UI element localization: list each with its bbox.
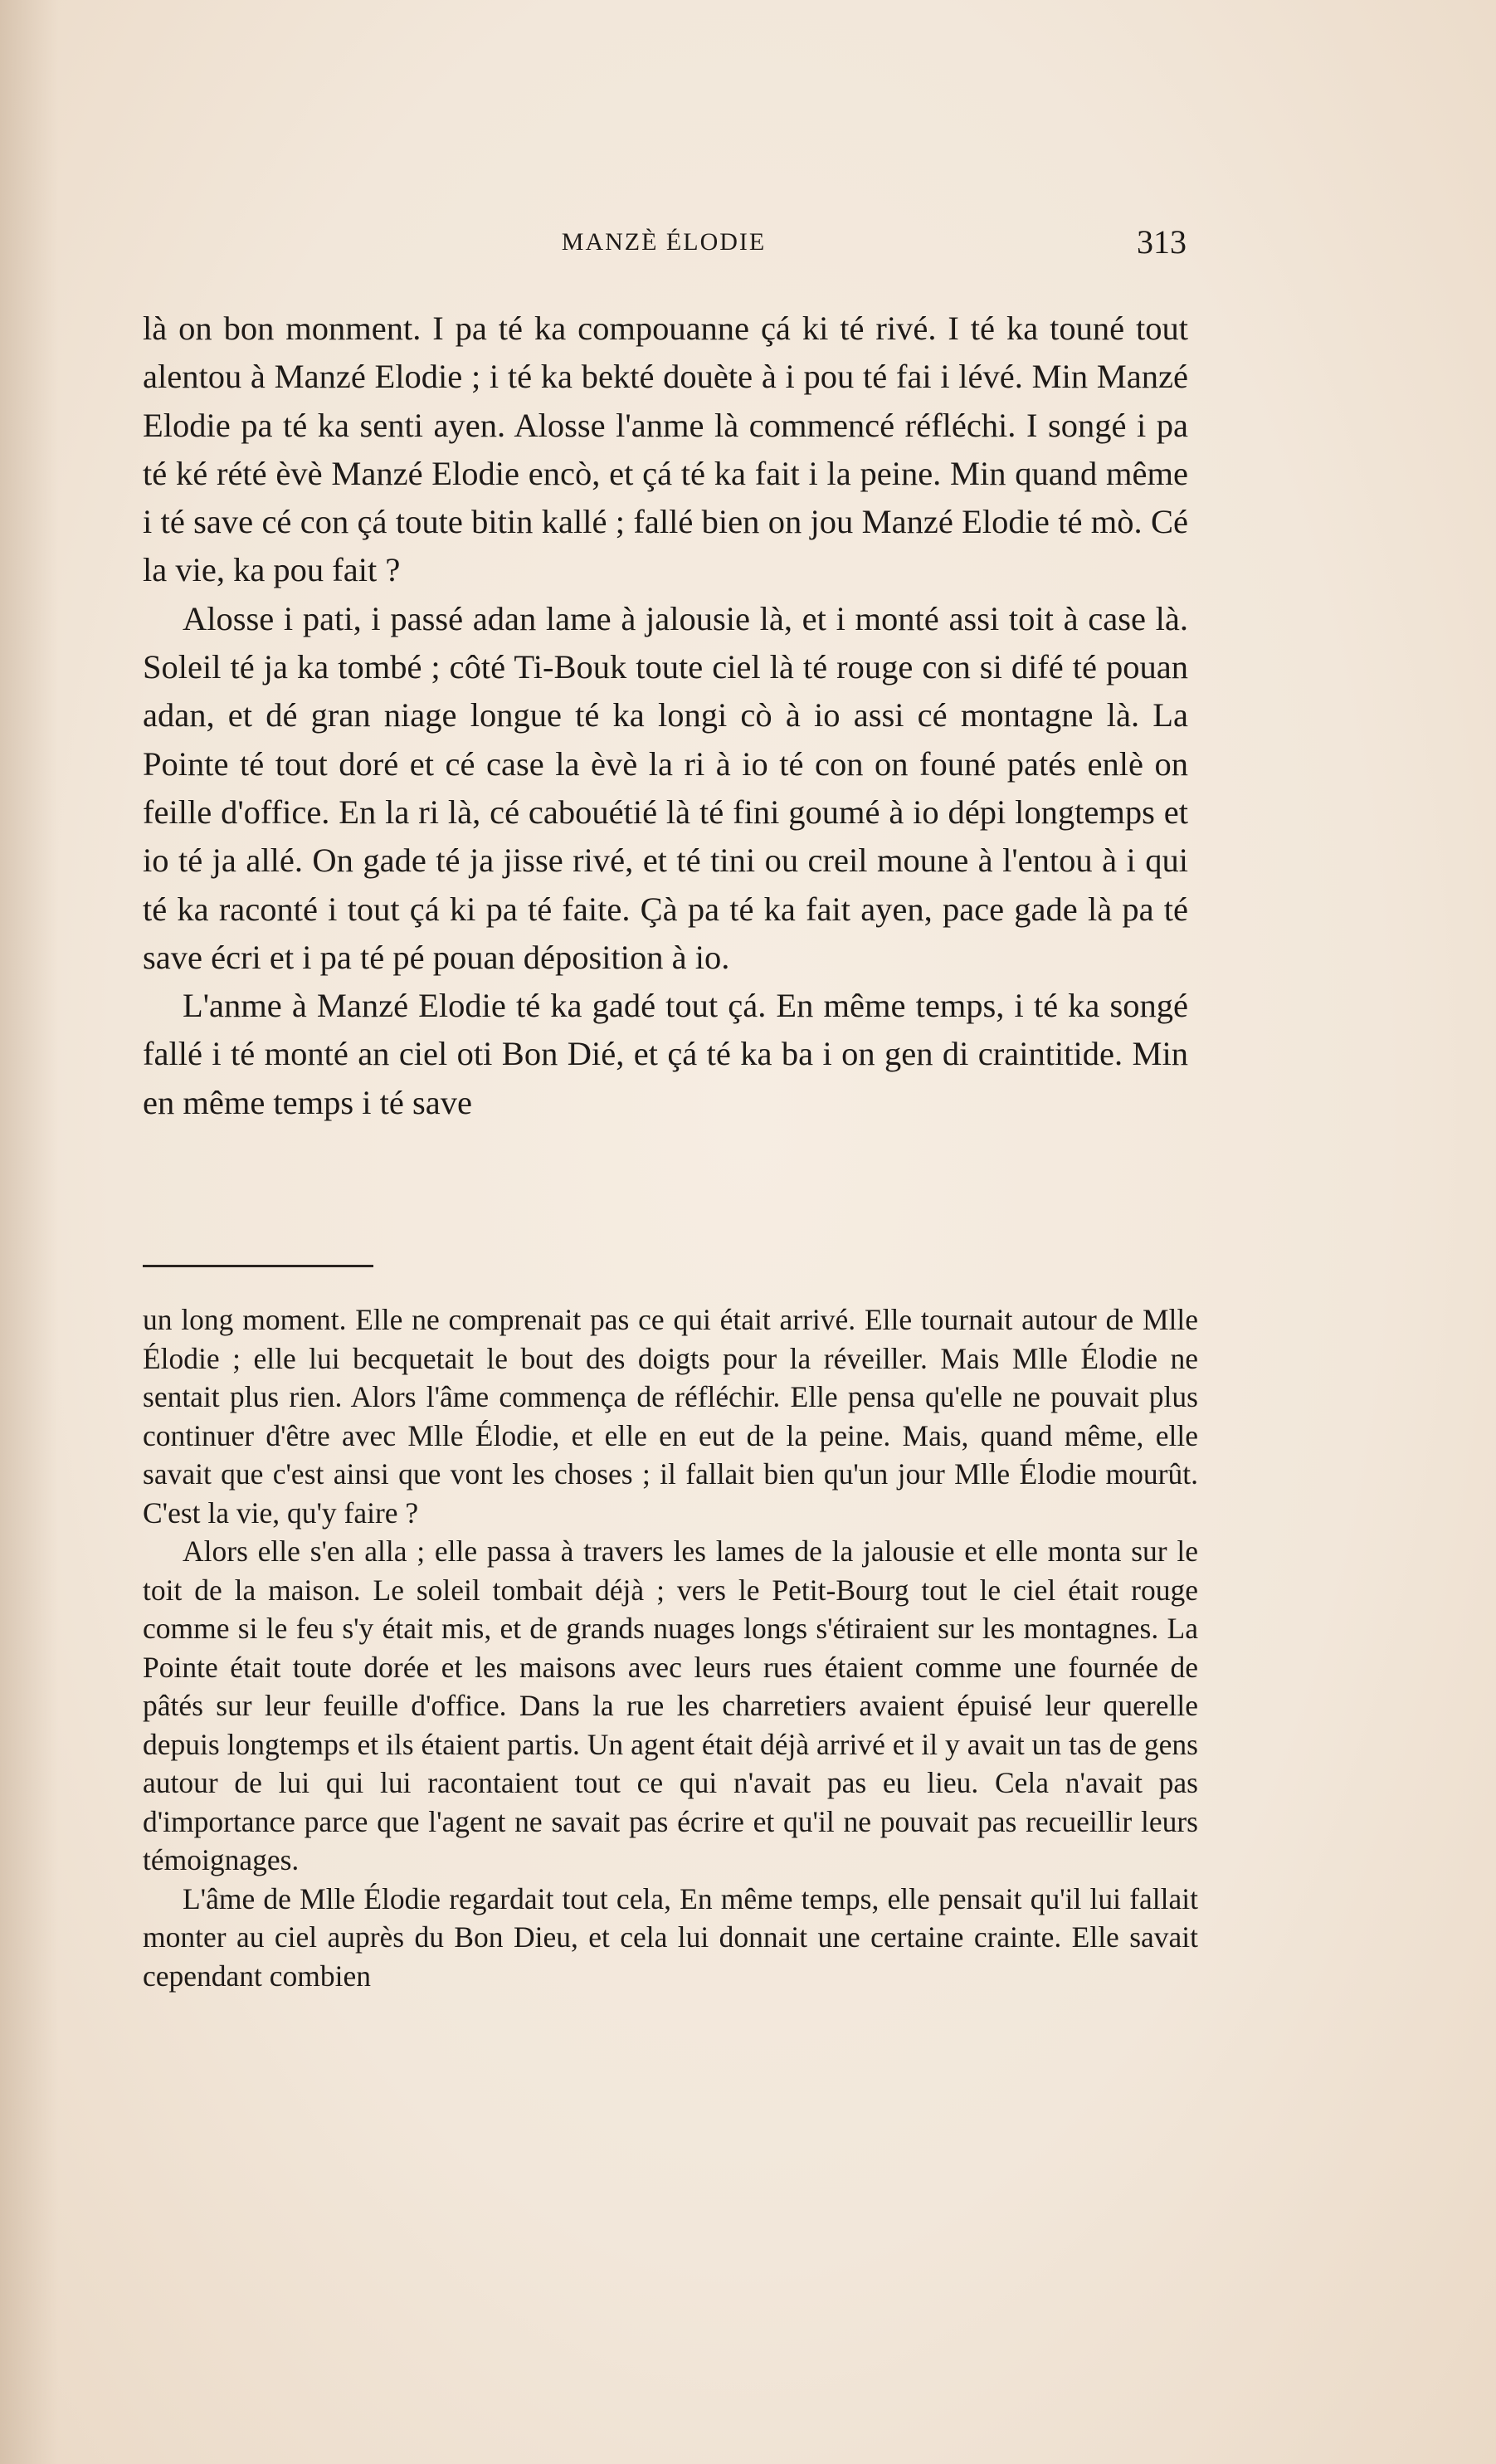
running-head <box>0 217 1496 267</box>
running-title: MANZÈ ÉLODIE <box>561 228 767 256</box>
creole-text-block <box>143 305 1188 1127</box>
footnote-separator-rule <box>143 1265 373 1267</box>
french-paragraph-2: Alors elle s'en alla ; elle passa à travers les lames de la jalousie et elle monta sur le toit de la maison. Le soleil tombait déjà ; vers le Petit-Bourg tout le ciel était rouge comme si le feu s'y était mis, et de grands nuages longs s'étiraient sur les montagnes. La Pointe était toute dorée et les maisons avec leurs rues étaient comme une fournée de pâtés sur leur feuille d'office. Dans la rue les charretiers avaient épuisé leur querelle depuis longtemps et ils étaient partis. Un agent était déjà arrivé et il y avait un tas de gens autour de lui qui lui racontaient tout ce qui n'avait pas eu lieu. Cela n'avait pas d'importance parce que l'agent ne savait pas écrire et qu'il ne pouvait pas recueillir leurs témoignages. <box>143 1535 1198 1876</box>
page-number: 313 <box>1137 223 1187 261</box>
creole-paragraph-1: là on bon monment. I pa té ka compouanne çá ki té rivé. I té ka touné tout alentou à Manzé Elodie ; i té ka bekté douète à i pou té fai i lévé. Min Manzé Elodie pa té ka senti ayen. Alosse l'anme là commencé réfléchi. I songé i pa té ké rété èvè Manzé Elodie encò, et çá té ka fait i la peine. Min quand même i té save cé con çá toute bitin kallé ; fallé bien on jou Manzé Elodie té mò. Cé la vie, ka pou fait ? <box>143 310 1188 589</box>
french-translation-block <box>143 1300 1198 1995</box>
french-paragraph-3: L'âme de Mlle Élodie regardait tout cela, En même temps, elle pensait qu'il lui fallait monter au ciel auprès du Bon Dieu, et cela lui donnait une certaine crainte. Elle savait cependant combien <box>143 1881 1198 1993</box>
creole-paragraph-3: L'anme à Manzé Elodie té ka gadé tout çá. En même temps, i té ka songé fallé i té monté an ciel oti Bon Dié, et çá té ka ba i on gen di craintitide. Min en même temps i té save <box>143 987 1188 1121</box>
gutter-shadow <box>0 0 58 2464</box>
french-paragraph-1: un long moment. Elle ne comprenait pas ce qui était arrivé. Elle tournait autour de Mlle Élodie ; elle lui becquetait le bout des doigts pour la réveiller. Mais Mlle Élodie ne sentait plus rien. Alors l'âme commença de réfléchir. Elle pensa qu'elle ne pouvait plus continuer d'être avec Mlle Élodie, et elle en eut de la peine. Mais, quand même, elle savait que c'est ainsi que vont les choses ; il fallait bien qu'un jour Mlle Élodie mourût. C'est la vie, qu'y faire ? <box>143 1303 1198 1530</box>
creole-paragraph-2: Alosse i pati, i passé adan lame à jalousie là, et i monté assi toit à case là. Soleil té ja ka tombé ; côté Ti-Bouk toute ciel là té rouge con si difé té pouan adan, et dé gran niage longue té ka longi cò à io assi cé montagne là. La Pointe té tout doré et cé case la èvè la ri à io té con on founé patés enlè on feille d'office. En la ri là, cé cabouétié là té fini goumé à io dépi longtemps et io té ja allé. On gade té ja jisse rivé, et té tini ou creil moune à l'entou à i qui té ka raconté i tout çá ki pa té faite. Çà pa té ka fait ayen, pace gade là pa té save écri et i pa té pé pouan déposition à io. <box>143 599 1188 976</box>
